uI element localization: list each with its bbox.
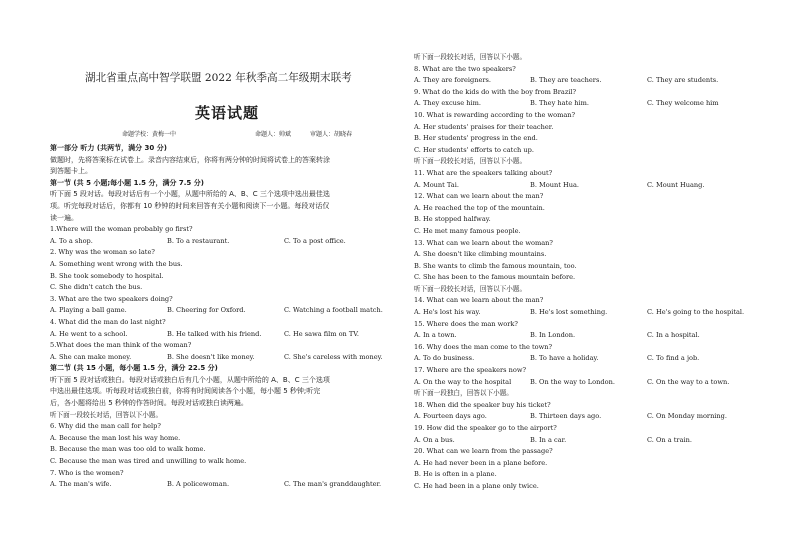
option-b: B. She wants to climb the famous mountain, too.	[414, 261, 577, 270]
option-b: B. He's lost something.	[530, 308, 608, 317]
option-a: A. On the way to the hospital	[414, 377, 512, 386]
option-c: C. The man's granddaughter.	[284, 480, 382, 489]
section1-heading: 第一节 (共 5 小题;每小题 1.5 分，满分 7.5 分)	[50, 178, 204, 187]
option-b: B. To a restaurant.	[167, 236, 230, 245]
question-4: 4. What did the man do last night?	[50, 317, 166, 326]
question-2: 2. Why was the woman so late?	[50, 248, 155, 257]
subject-title: 英语试题	[195, 104, 260, 122]
question-8-options	[414, 75, 750, 87]
part1-instruction-line: 做题时，先将答案标在试卷上。录音内容结束后，你将有两分钟的时间将试卷上的答案转涂	[50, 155, 330, 164]
proposing-school: 命题学校：黄梅一中	[122, 131, 177, 138]
section1-instruction-line: 读一遍。	[50, 213, 78, 222]
question-7-options	[50, 479, 388, 491]
option-c: C. On Monday morning.	[647, 412, 727, 421]
option-b: B. He stopped halfway.	[414, 215, 491, 224]
option-a: A. He reached the top of the mountain.	[414, 203, 545, 212]
section2-heading: 第二节 (共 15 小题，每小题 1.5 分，满分 22.5 分)	[50, 364, 218, 373]
option-c: C. They welcome him	[647, 99, 719, 108]
question-10: 10. What is rewarding according to the woman?	[414, 110, 576, 119]
option-a: A. He had never been in a plane before.	[414, 458, 548, 467]
option-c: C. On a train.	[647, 435, 692, 444]
question-12: 12. What can we learn about the man?	[414, 192, 544, 201]
question-4-options	[50, 329, 388, 341]
question-17: 17. Where are the speakers now?	[414, 366, 526, 375]
option-a: A. She doesn't like climbing mountains.	[414, 250, 547, 259]
part1-heading: 第一部分 听力 (共两节，满分 30 分)	[50, 144, 167, 152]
section2-instruction-line: 听下面 5 段对话或独白。每段对话或独白后有几个小题，从题中所给的 A、B、C 三个选项	[50, 375, 330, 384]
question-19: 19. How did the speaker go to the airport?	[414, 424, 557, 432]
option-b: B. They hate him.	[530, 99, 589, 108]
question-20: 20. What can we learn from the passage?	[414, 447, 553, 456]
option-a: A. Because the man lost his way home.	[50, 433, 181, 442]
question-3-options	[50, 305, 388, 317]
option-c: C. He had been in a plane only twice.	[414, 481, 539, 490]
option-b: B. He is often in a plane.	[414, 470, 497, 479]
option-a: A. Mount Tai.	[414, 180, 459, 189]
option-a: A. She can make money.	[50, 352, 132, 361]
section2-instruction-line: 后，各小题将给出 5 秒钟的作答时间。每段对话或独白读两遍。	[50, 399, 248, 408]
question-1: 1.Where will the woman probably go first?	[50, 225, 193, 234]
left-column	[50, 143, 388, 491]
right-column	[414, 52, 750, 493]
question-14: 14. What can we learn about the man?	[414, 296, 544, 305]
option-a: A. Her students' praises for their teacher.	[414, 122, 554, 131]
listening-prompt: 听下面一段较长对话，回答以下小题。	[414, 157, 527, 166]
option-a: A. He's lost his way.	[414, 308, 481, 317]
option-c: C. To find a job.	[647, 354, 700, 363]
option-b: B. He talked with his friend.	[167, 329, 262, 338]
exam-title: 湖北省重点高中智学联盟 2022 年秋季高二年级期末联考	[85, 72, 352, 84]
option-c: C. To a post office.	[284, 236, 346, 245]
option-c: C. He met many famous people.	[414, 226, 521, 235]
question-14-options	[414, 307, 750, 319]
option-c: C. Watching a football match.	[284, 306, 383, 315]
question-3: 3. What are the two speakers doing?	[50, 294, 173, 303]
option-c: C. They are students.	[647, 76, 719, 85]
question-16: 16. Why does the man come to the town?	[414, 342, 552, 351]
listening-prompt: 听下面一段较长对话，回答以下小题。	[414, 284, 527, 293]
question-18: 18. When did the speaker buy his ticket?	[414, 400, 551, 409]
question-15-options	[414, 330, 750, 342]
option-c: C. Mount Huang.	[647, 180, 705, 189]
proposer: 命题人：帅斌	[255, 131, 292, 138]
option-b: B. To have a holiday.	[530, 354, 599, 363]
option-c: C. On the way to a town.	[647, 377, 730, 386]
option-a: A. He went to a school.	[50, 329, 128, 338]
listening-prompt: 听下面一段较长对话，回答以下小题。	[50, 410, 163, 419]
reviewer: 审题人：胡晓春	[310, 131, 353, 138]
option-a: A. To a shop.	[50, 236, 93, 245]
option-b: B. Cheering for Oxford.	[167, 306, 246, 315]
question-17-options	[414, 377, 750, 389]
option-b: B. A policewoman.	[167, 480, 230, 489]
option-a: A. They are foreigners.	[414, 76, 491, 85]
option-b: B. They are teachers.	[530, 76, 602, 85]
option-a: A. To do business.	[414, 354, 475, 363]
option-c: C. In a hospital.	[647, 331, 700, 340]
option-a: A. Fourteen days ago.	[414, 412, 487, 421]
question-15: 15. Where does the man work?	[414, 319, 518, 328]
option-c: C. She has been to the famous mountain before.	[414, 273, 576, 282]
listening-prompt: 听下面一段独白，回答以下小题。	[414, 389, 513, 398]
option-b: B. On the way to London.	[530, 377, 615, 386]
option-b: B. Thirteen days ago.	[530, 412, 602, 421]
question-11-options	[414, 180, 750, 192]
option-b: B. Mount Hua.	[530, 180, 580, 189]
section1-instruction-line: 听下面 5 段对话。每段对话后有一个小题，从题中所给的 A、B、C 三个选项中选出最佳选	[50, 190, 330, 199]
listening-prompt: 听下面一段较长对话，回答以下小题。	[414, 53, 527, 61]
option-b: B. In a car.	[530, 435, 567, 444]
option-a: A. The man's wife.	[50, 480, 112, 489]
question-1-options	[50, 236, 388, 248]
question-9-options	[414, 98, 750, 110]
question-6: 6. Why did the man call for help?	[50, 422, 161, 431]
option-c: C. Because the man was tired and unwilling to walk home.	[50, 457, 247, 466]
option-a: A. In a town.	[414, 331, 457, 340]
option-b: B. Because the man was too old to walk home.	[50, 445, 206, 454]
question-5-options	[50, 352, 388, 364]
option-c: C. He's going to the hospital.	[647, 308, 745, 317]
question-19-options	[414, 435, 750, 447]
section2-instruction-line: 中选出最佳选项。听每段对话或独白前，你将有时间阅读各个小题，每小题 5 秒钟;听完	[50, 387, 321, 396]
option-c: C. She's careless with money.	[284, 352, 383, 361]
question-7: 7. Who is the women?	[50, 468, 124, 477]
option-a: A. They excuse him.	[414, 99, 481, 108]
part1-instruction-line: 到答题卡上。	[50, 167, 92, 176]
option-a: A. Something went wrong with the bus.	[50, 259, 183, 268]
question-9: 9. What do the kids do with the boy from Brazil?	[414, 87, 577, 96]
option-b: B. In London.	[530, 331, 576, 340]
question-13: 13. What can we learn about the woman?	[414, 238, 553, 247]
option-a: A. Playing a ball game.	[50, 306, 127, 315]
option-b: B. She took somebody to hospital.	[50, 271, 164, 280]
option-c: C. Her students' efforts to catch up.	[414, 145, 534, 154]
section1-instruction-line: 项。听完每段对话后，你都有 10 秒钟的时间来回答有关小题和阅读下一小题。每段对话仅	[50, 201, 330, 210]
question-16-options	[414, 353, 750, 365]
option-b: B. She doesn't like money.	[167, 352, 255, 361]
option-c: C. She didn't catch the bus.	[50, 283, 143, 292]
question-8: 8. What are the two speakers?	[414, 64, 516, 73]
question-5: 5.What does the man think of the woman?	[50, 341, 192, 350]
question-18-options	[414, 411, 750, 423]
option-a: A. On a bus.	[414, 435, 455, 444]
question-11: 11. What are the speakers talking about?	[414, 168, 553, 177]
option-b: B. Her students' progress in the end.	[414, 134, 538, 143]
option-c: C. He sawa film on TV.	[284, 329, 360, 338]
